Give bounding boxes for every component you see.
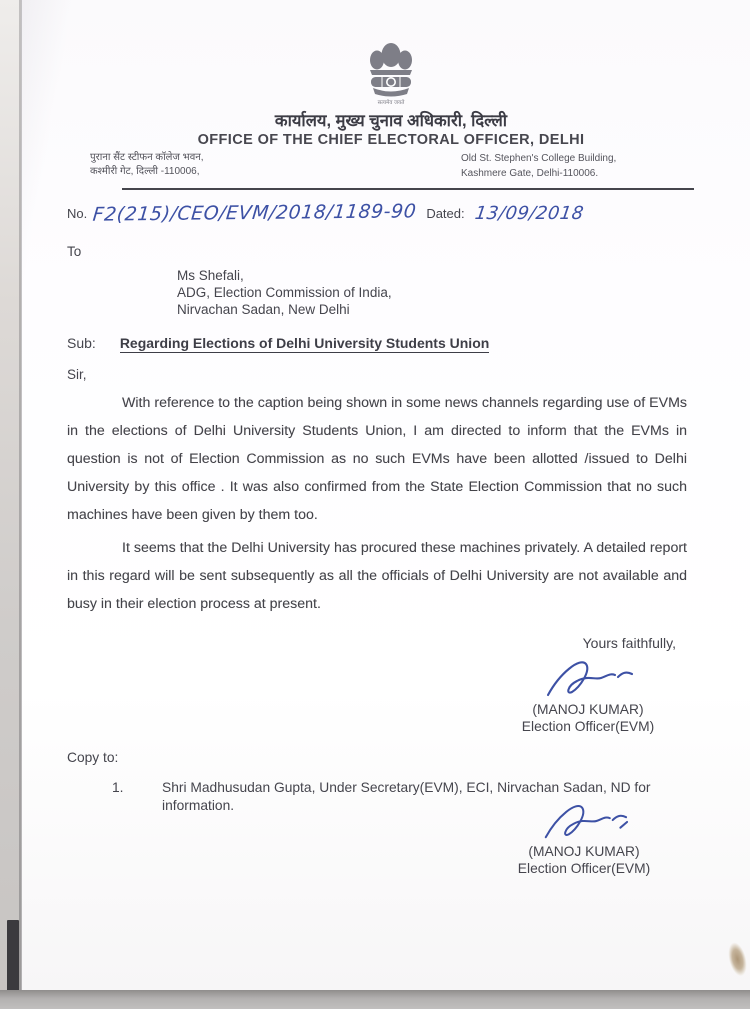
signatory-designation-1: Election Officer(EVM) [521, 719, 655, 734]
copy-to-label: Copy to: [67, 750, 119, 765]
recipient-designation: ADG, Election Commission of India, [177, 285, 392, 300]
emblem-motto: सत्यमेव जयते [377, 100, 405, 106]
ref-no-handwritten: F2(215)/CEO/EVM/2018/1189-90 [92, 200, 418, 226]
letterhead-addresses [67, 151, 687, 181]
address-hindi-line2: कश्मीरी गेट, दिल्ली -110006, [90, 166, 200, 177]
subject-label: Sub: [67, 335, 96, 351]
recipient-address: Nirvachan Sadan, New Delhi [177, 302, 350, 317]
handwritten-signature-icon [538, 655, 638, 701]
signature-block-1 [503, 655, 673, 735]
subject-line [67, 335, 687, 353]
address-hindi-line1: पुराना सैंट स्टीफन कॉलेज भवन, [90, 152, 204, 163]
address-english [461, 151, 687, 181]
salutation: Sir, [67, 367, 87, 382]
handwritten-signature-icon [536, 799, 632, 843]
body-paragraph-2: It seems that the Delhi University has procured these machines privately. A detailed report in this regard will be sent subsequently as all the officials of Delhi University are not available and busy in their election process at present. [67, 540, 687, 612]
recipient-block [177, 267, 687, 318]
date-handwritten: 13/09/2018 [473, 202, 585, 224]
national-emblem-icon [81, 42, 701, 109]
signatory-name-1: (MANOJ KUMAR) [532, 702, 644, 717]
letter-content [20, 0, 750, 990]
office-title-english: OFFICE OF THE CHIEF ELECTORAL OFFICER, DELHI [197, 132, 585, 148]
letterhead-divider [122, 188, 694, 190]
recipient-name: Ms Shefali, [177, 268, 244, 283]
valediction: Yours faithfully, [582, 635, 676, 651]
address-hindi [90, 151, 204, 181]
scan-edge-line [19, 0, 22, 1009]
letter-page [20, 0, 750, 990]
dated-label: Dated: [426, 205, 465, 221]
signatory-name-2: (MANOJ KUMAR) [528, 844, 640, 859]
ref-no-label: No. [67, 205, 88, 221]
to-label: To [67, 244, 82, 259]
address-english-line1: Old St. Stephen's College Building, [461, 153, 617, 164]
copy-item-text: Shri Madhusudan Gupta, Under Secretary(EVM), ECI, Nirvachan Sadan, ND for information. [162, 780, 651, 813]
address-english-line2: Kashmere Gate, Delhi-110006. [461, 168, 599, 179]
scan-edge-bottom [0, 990, 750, 1009]
scan-edge-left [0, 0, 21, 1009]
signatory-designation-2: Election Officer(EVM) [517, 861, 651, 876]
subject-text: Regarding Elections of Delhi University Students Union [119, 335, 490, 351]
copy-item-number: 1. [112, 780, 124, 795]
body-paragraph-1: With reference to the caption being shown in some news channels regarding use of EVMs in the elections of Delhi University Students Union, I am directed to inform that the EVMs in question is not of Election Commission as no such EVMs have been allotted /issued to Delhi University by this office . It was also confirmed from the State Election Commission that no such machines have been given by them too. [67, 395, 687, 523]
reference-line [67, 198, 687, 228]
office-title-hindi: कार्यालय, मुख्य चुनाव अधिकारी, दिल्ली [274, 112, 508, 130]
scan-dark-strip [7, 920, 19, 998]
